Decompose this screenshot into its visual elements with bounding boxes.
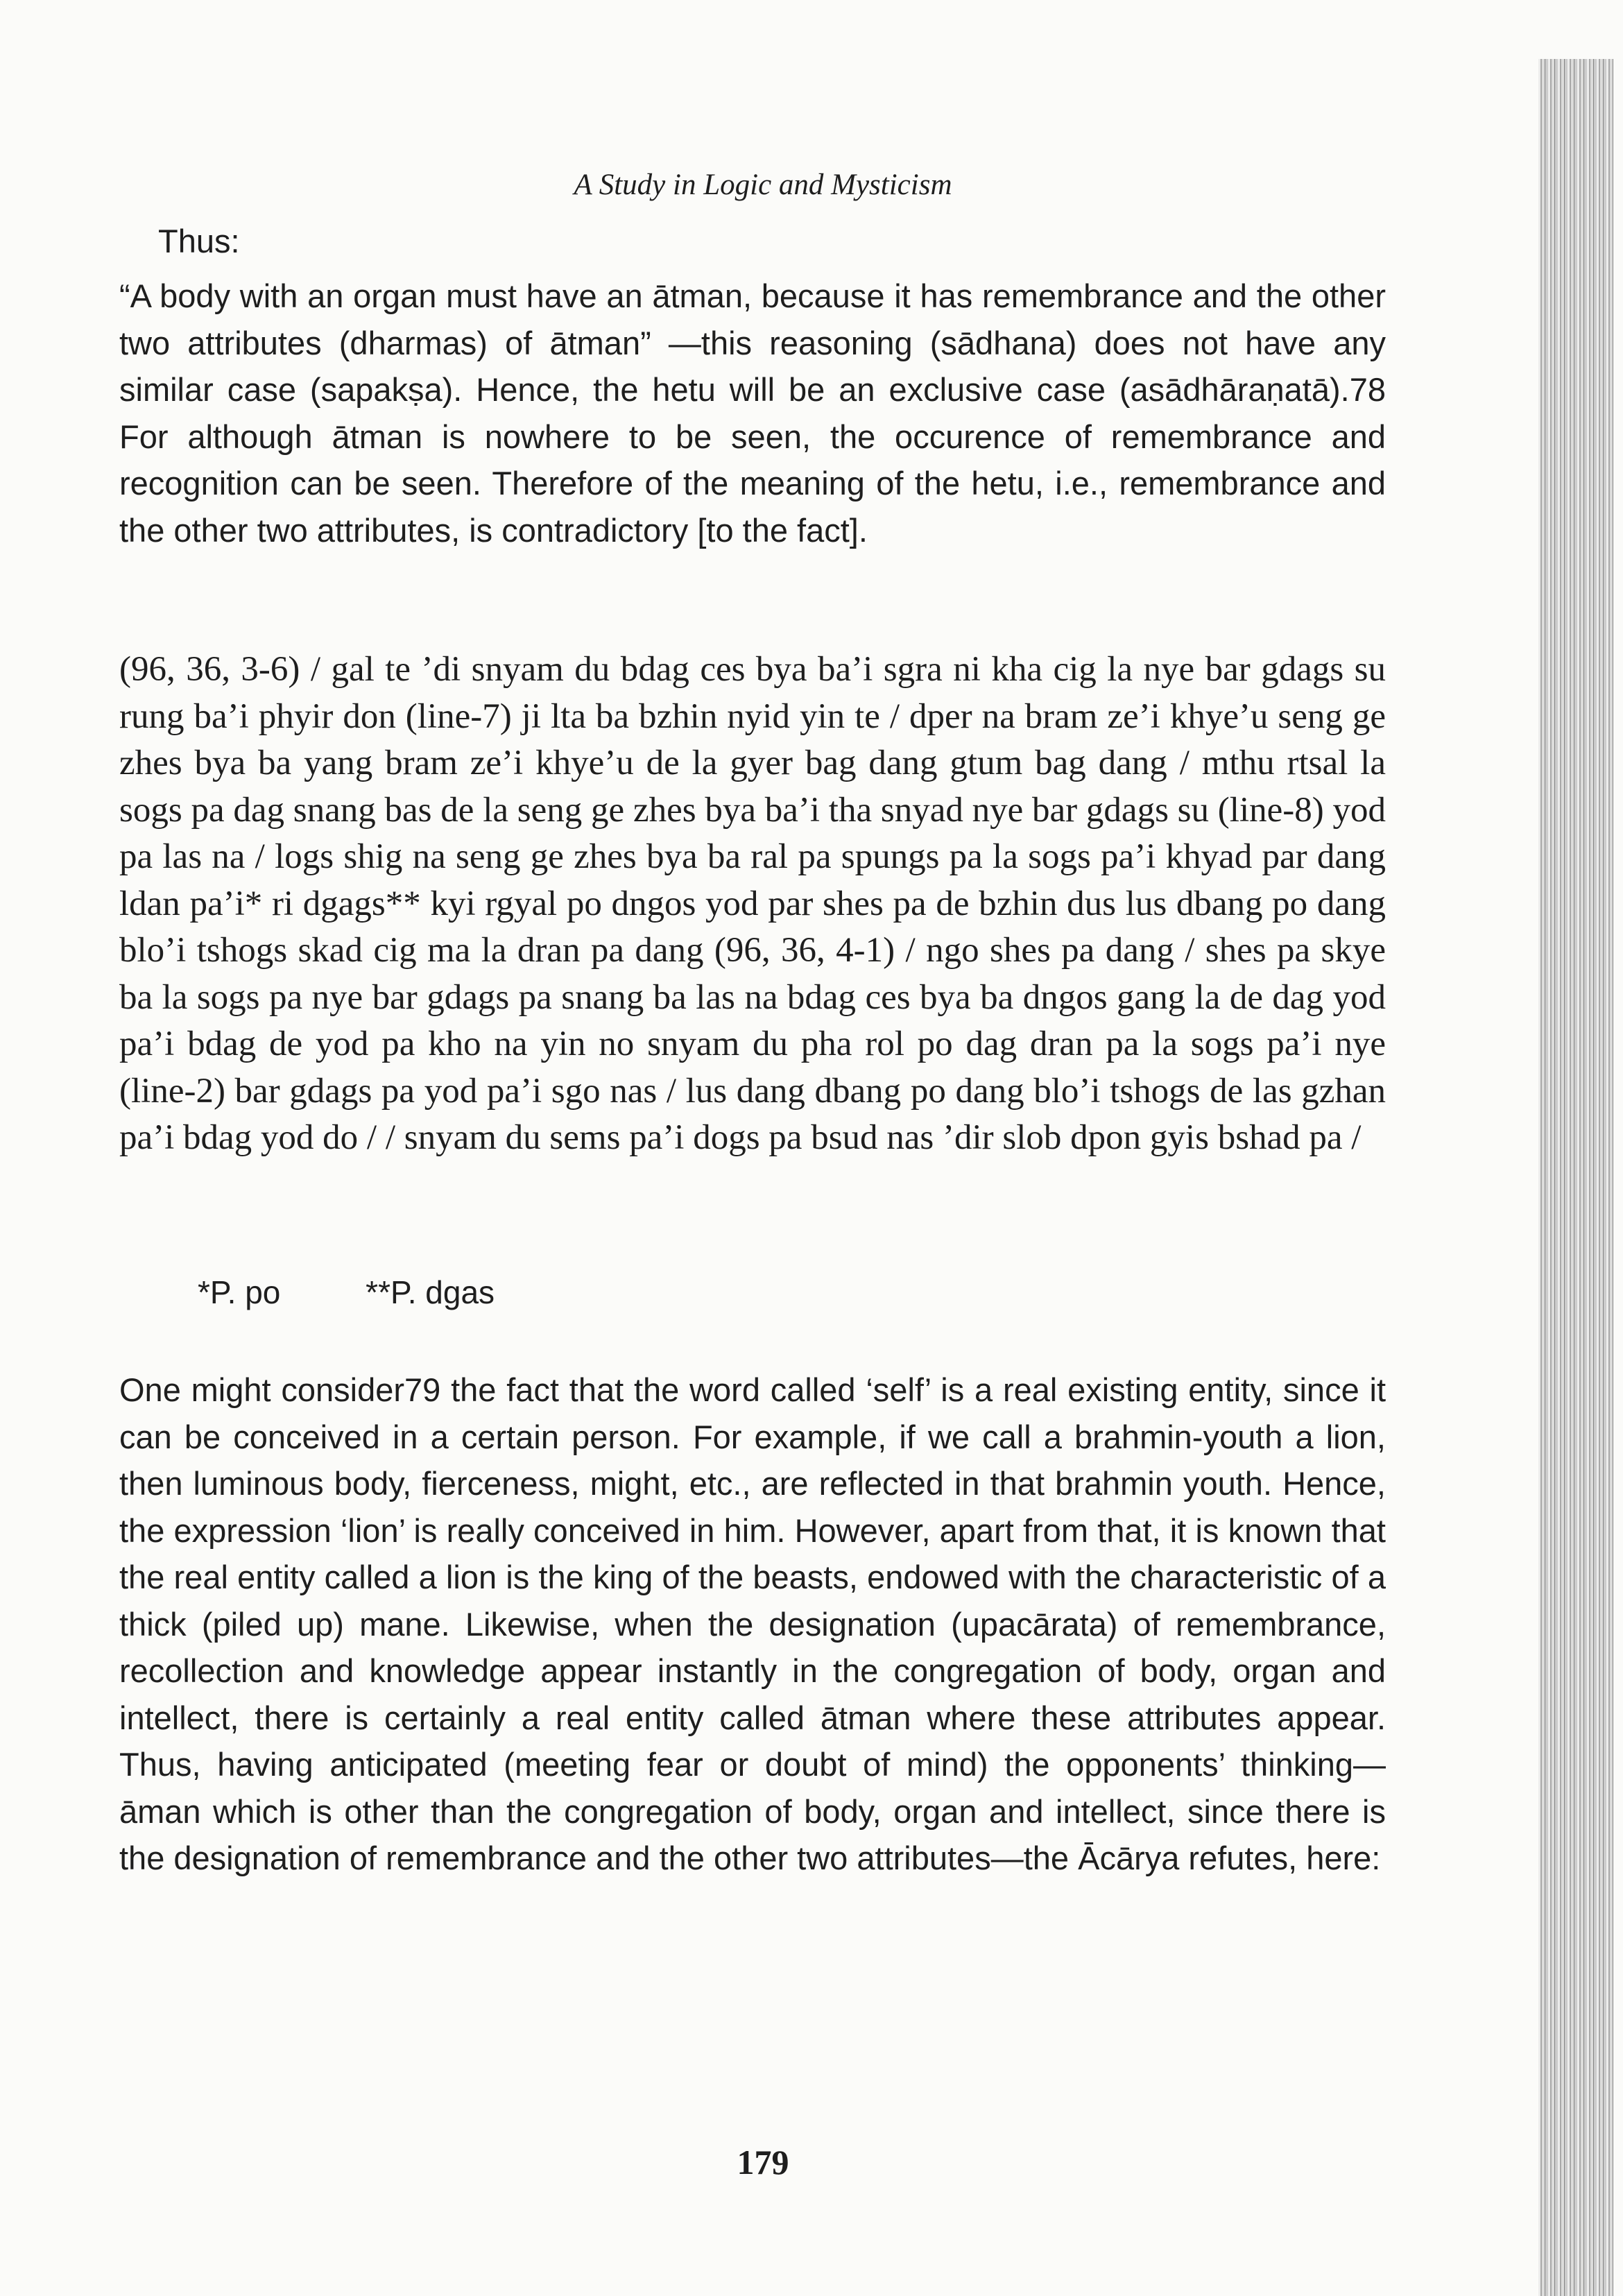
translation-paragraph-1: “A body with an organ must have an ātman, because it has remembrance and the other two attributes (dharmas) of ātman” —this reasoning (sādhana) does not have any similar case (sapakṣa). Hence, the hetu will be an exclusive case (asādhāraṇatā).78 For although ātman is nowhere to be seen, the occurence of remembrance and recognition can be seen. Therefore of the meaning of the hetu, i.e., remembrance and the other two attributes, is contradictory [to the fact]. (119, 277, 1386, 549)
tibetan-text-paragraph: (96, 36, 3-6) / gal te ’di snyam du bdag ces bya ba’i sgra ni kha cig la nye bar gdags su rung ba’i phyir don (line-7) ji lta ba bzhin nyid yin te / dper na bram ze’i khye’u seng ge zhes bya ba yang bram ze’i khye’u de la gyer bag dang gtum bag dang / mthu rtsal la sogs pa dag snang bas de la seng ge zhes bya ba’i tha snyad nye bar gdags su (line-8) yod pa las na / logs shig na seng ge zhes bya ba ral pa spungs pa la sogs pa’i khyad par dang ldan pa’i* ri dgags** kyi rgyal po dngos yod par shes pa de bzhin dus lus dbang po dang blo’i tshogs skad cig ma la dran pa dang (96, 36, 4-1) / ngo shes pa dang / shes pa skye ba la sogs pa nye bar gdags pa snang ba las na bdag ces bya ba dngos gang la de dag yod pa’i bdag de yod pa kho na yin no snyam du pha rol po dag dran pa la sogs pa’i nye (line-2) bar gdags pa yod pa’i sgo nas / lus dang dbang po dang blo’i tshogs de las gzhan pa’i bdag yod do / / snyam du sems pa’i dogs pa bsud nas ’dir slob dpon gyis bshad pa / (119, 650, 1386, 1157)
variant-notes (198, 1274, 495, 1311)
page-number: 179 (737, 2143, 789, 2182)
page-binding-edge (1538, 59, 1613, 2296)
variant-note-2: **P. dgas (366, 1274, 495, 1310)
variant-note-1: *P. po (198, 1274, 281, 1310)
running-header: A Study in Logic and Mysticism (574, 169, 952, 201)
translation-paragraph-2: One might consider79 the fact that the word called ‘self’ is a real existing entity, since it can be conceived in a certain person. For example, if we call a brahmin-youth a lion, then luminous body, fierceness, might, etc., are reflected in that brahmin youth. Hence, the expression ‘lion’ is really conceived in him. However, apart from that, it is known that the real entity called a lion is the king of the beasts, endowed with the characteristic of a thick (piled up) mane. Likewise, when the designation (upacārata) of remembrance, recollection and knowledge appear instantly in the congregation of body, organ and intellect, there is certainly a real entity called ātman where these attributes appear. Thus, having anticipated (meeting fear or doubt of mind) the opponents’ thinking—āman which is other than the congregation of body, organ and intellect, since there is the designation of remembrance and the other two attributes—the Ācārya refutes, here: (119, 1371, 1386, 1876)
intro-label: Thus: (158, 223, 240, 259)
